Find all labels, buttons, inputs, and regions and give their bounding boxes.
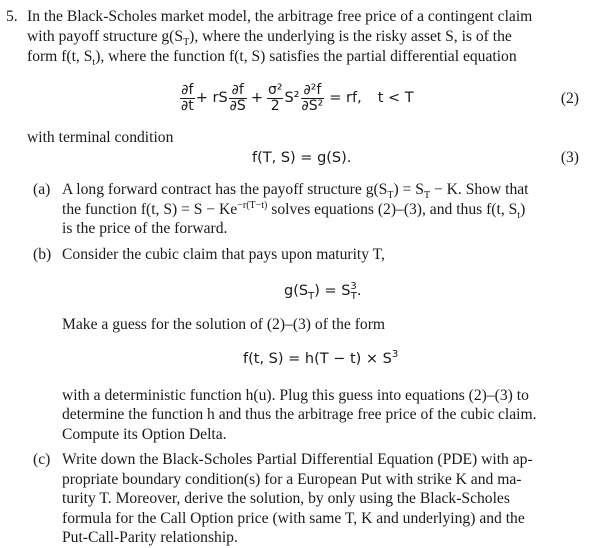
part-c-line-4: formula for the Call Option price (with same T, K and underlying) and the bbox=[62, 510, 525, 527]
part-c-line-3: turity T. Moreover, derive the solution, by only using the Black-Scholes bbox=[62, 490, 510, 507]
intro-line-1: In the Black-Scholes market model, the arbitrage free price of a contingent claim bbox=[27, 8, 533, 25]
sigma-half-fraction: $\frac{\text{σ²}}{2}$ bbox=[267, 81, 283, 114]
d2f-dS2-fraction: $\frac{\text{∂²f}}{\text{∂S²}}$ bbox=[301, 81, 324, 114]
df-dS-fraction: $\frac{\partial f}{\partial S}$ bbox=[229, 81, 246, 114]
part-b-label: (b) bbox=[33, 246, 52, 263]
terminal-condition-equation: f(T, S) = g(S). bbox=[252, 150, 352, 166]
equation-number-2: (2) bbox=[560, 90, 579, 107]
part-b-line-1: Consider the cubic claim that pays upon maturity T, bbox=[62, 246, 385, 263]
terminal-condition-label: with terminal condition bbox=[27, 129, 174, 146]
part-c-label: (c) bbox=[33, 451, 51, 468]
equation-number-3: (3) bbox=[560, 149, 579, 166]
problem-number: 5. bbox=[6, 8, 18, 25]
intro-line-2: with payoff structure $g(S_T)$, where the underlying is the risky asset S, is of the bbox=[27, 28, 512, 49]
part-c-line-2: propriate boundary condition(s) for a European Put with strike K and ma- bbox=[62, 471, 522, 488]
part-c-line-5: Put-Call-Parity relationship. bbox=[62, 529, 238, 546]
part-a-label: (a) bbox=[33, 181, 51, 198]
guess-equation: f(t, $S) = h(T - t) \times S^3$ bbox=[243, 349, 399, 367]
part-b-guess: Make a guess for the solution of (2)–(3) of the form bbox=[62, 316, 386, 333]
df-dt-fraction: $\frac{\partial f}{\partial t}$ bbox=[181, 81, 194, 114]
part-a-line-2: the function f(t, $S) = S - Ke^{-r(T-t)}$ solves equations (2)–(3), and thus f(t, $S_t$) bbox=[62, 199, 526, 222]
part-c-line-1: Write down the Black-Scholes Partial Differential Equation (PDE) with ap- bbox=[62, 451, 533, 468]
pde-equation: $\frac{\partial f}{\partial t}$ + rS $\frac{\partial f}{\partial S}$ + $\frac{\text{σ²}}{2}$ S² $\frac{\text{∂²f}}{\text{∂S²}}$ = rf, t < T bbox=[181, 81, 414, 114]
part-b-text-3: Compute its Option Delta. bbox=[62, 426, 227, 443]
part-a-line-3: is the price of the forward. bbox=[62, 220, 228, 237]
intro-line-3: form f(t, $S_t$), where the function f(t, S) satisfies the partial differential equation bbox=[27, 48, 517, 69]
part-b-text-2: determine the function h and thus the arbitrage free price of the cubic claim. bbox=[62, 406, 537, 423]
cubic-payoff-equation: $g(S_T) = S^3_T$. bbox=[284, 281, 362, 302]
part-a-line-1: A long forward contract has the payoff structure $g(S_T) = S_T - K$. Show that bbox=[62, 181, 529, 202]
part-b-text-1: with a deterministic function h(u). Plug this guess into equations (2)–(3) to bbox=[62, 387, 529, 404]
